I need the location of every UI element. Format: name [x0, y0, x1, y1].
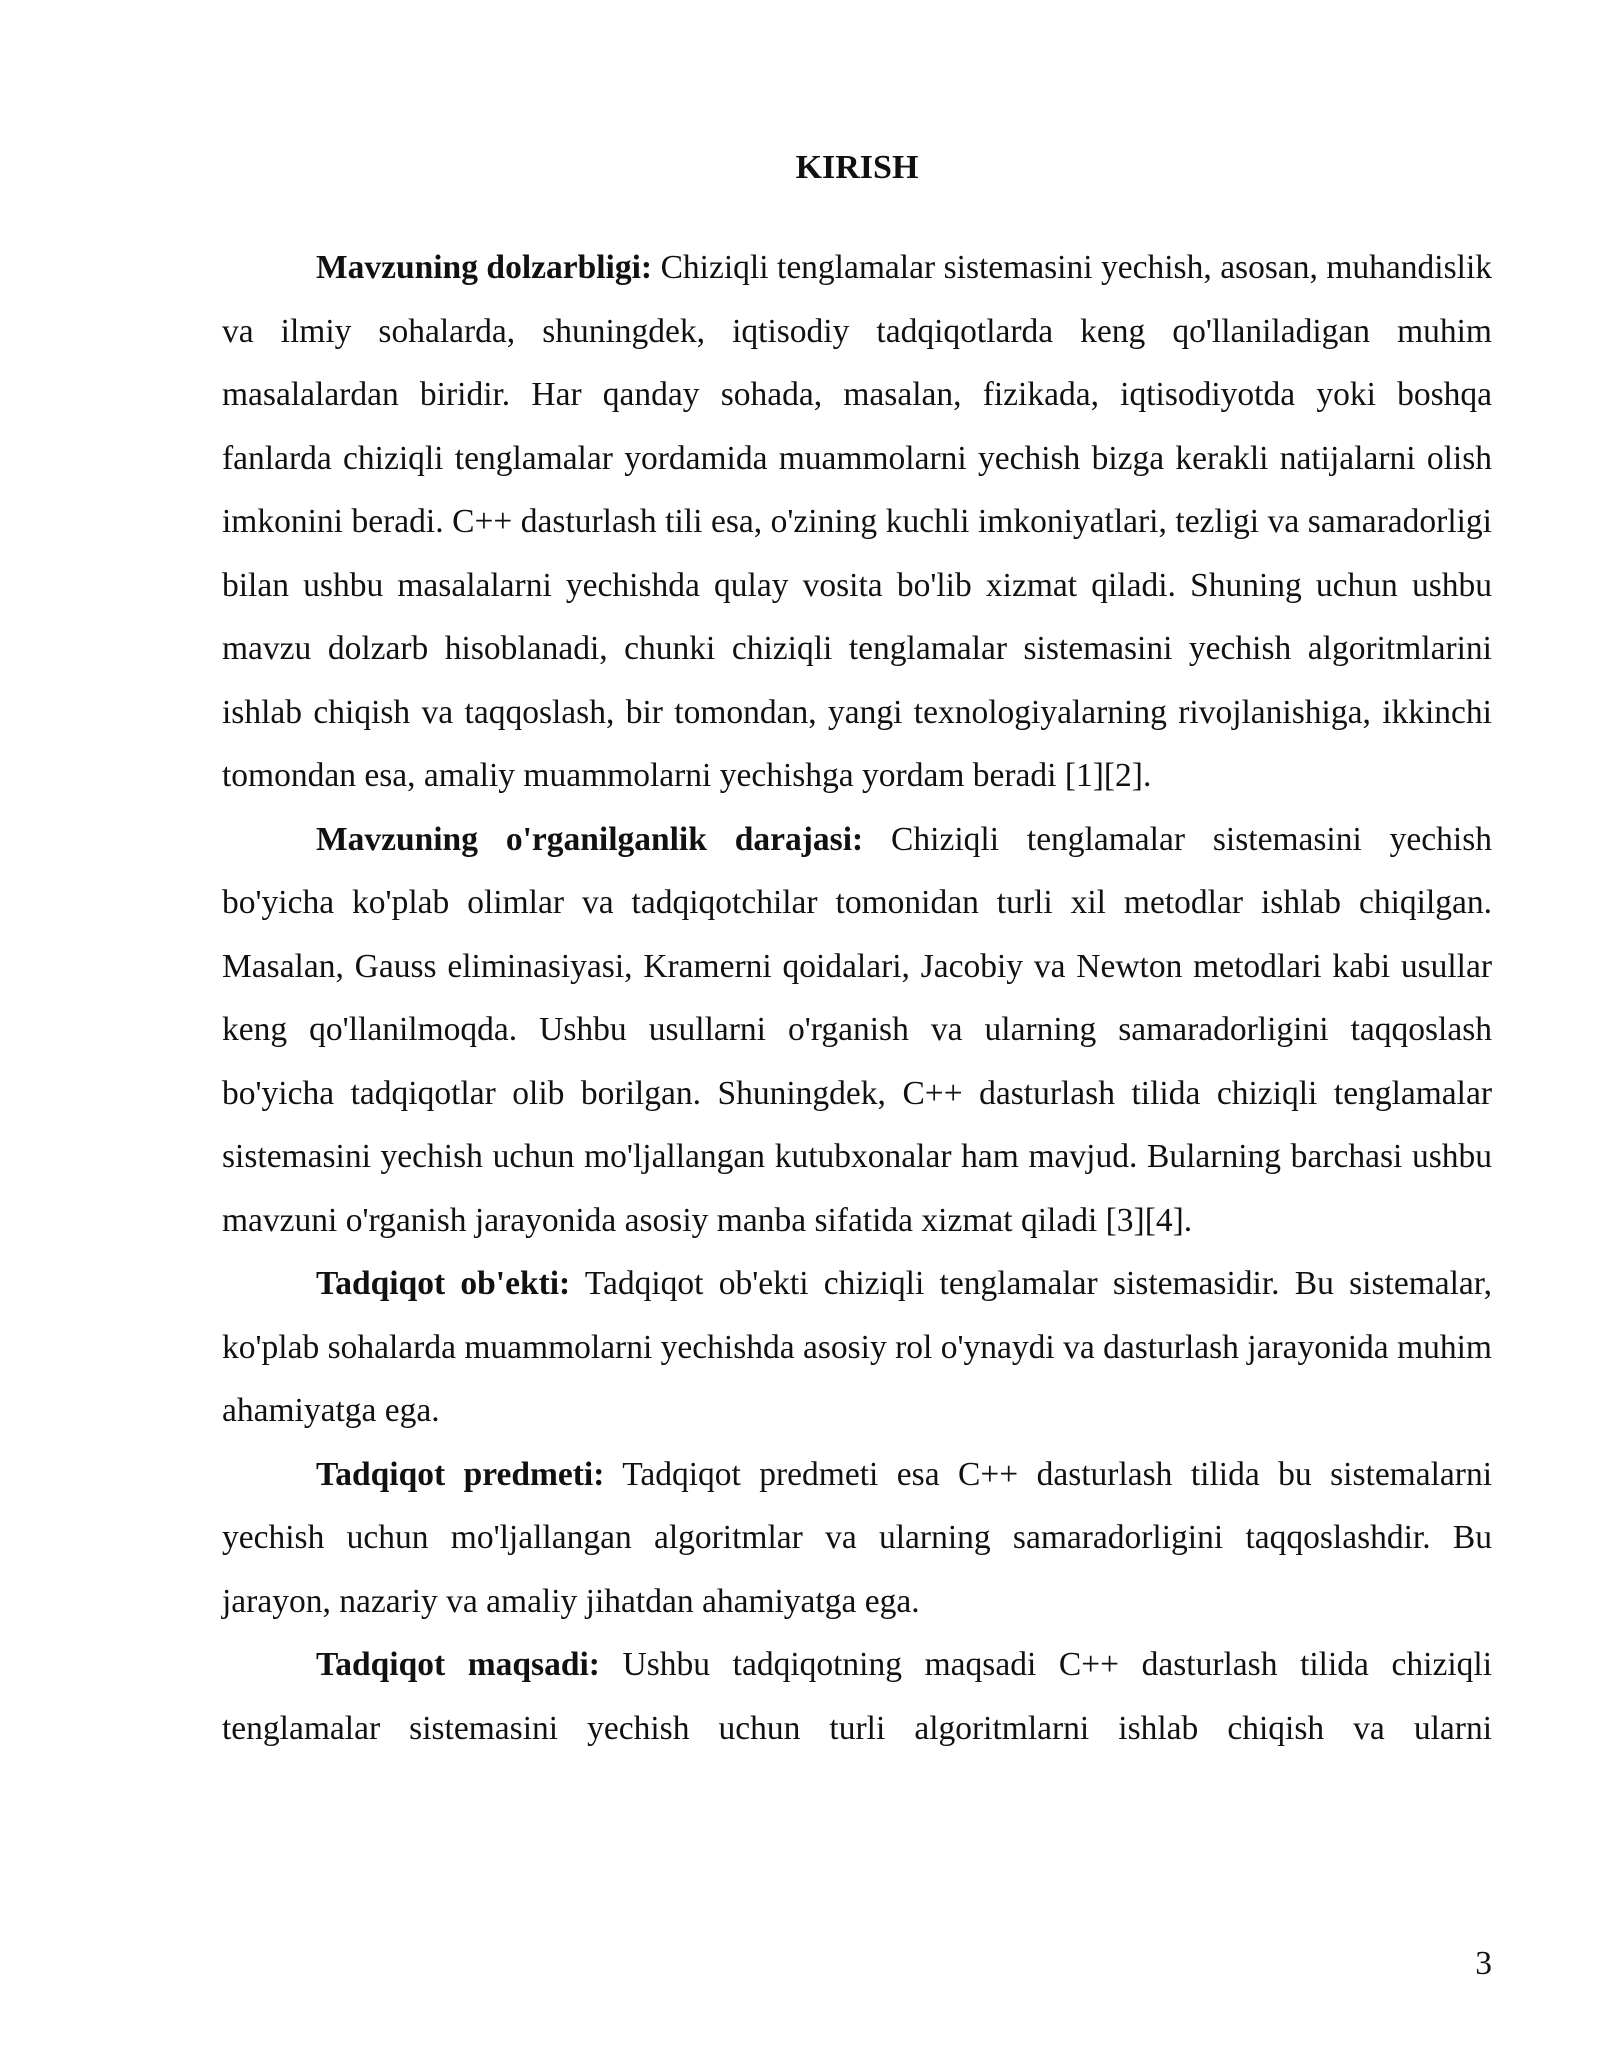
paragraph-lead: Mavzuning o'rganilganlik darajasi:: [316, 820, 864, 858]
paragraph-lead: Tadqiqot maqsadi:: [316, 1646, 600, 1683]
paragraph-obekti: [222, 1252, 1492, 1443]
paragraph-predmeti: [222, 1443, 1492, 1634]
page-number: 3: [1475, 1945, 1492, 1982]
paragraph-lead: Mavzuning dolzarbligi:: [316, 249, 653, 286]
page-title: KIRISH: [795, 149, 919, 186]
paragraph-text: Tadqiqot predmeti esa C++ dasturlash tilida bu sistemalarni yechish uchun mo'ljallangan algoritmlar va ularning samaradorligini taqqoslashdir. Bu jarayon, nazariy va amaliy jihatdan ahamiyatga ega.: [222, 1455, 1492, 1620]
paragraph-lead: Tadqiqot ob'ekti:: [316, 1265, 571, 1302]
paragraph-lead: Tadqiqot predmeti:: [316, 1455, 605, 1493]
paragraph-maqsadi: [222, 1633, 1492, 1760]
document-body: [222, 236, 1492, 1760]
paragraph-text: Chiziqli tenglamalar sistemasini yechish, asosan, muhandislik va ilmiy sohalarda, shuningdek, iqtisodiy tadqiqotlarda keng qo'llaniladigan muhim masalalardan biridir. Har qanday sohada, masalan, fizikada, iqtisodiyotda yoki boshqa fanlarda chiziqli tenglamalar yordamida muammolarni yechish bizga kerakli natijalarni olish imkonini beradi. C++ dasturlash tili esa, o'zining kuchli imkoniyatlari, tezligi va samaradorligi bilan ushbu masalalarni yechishda qulay vosita bo'lib xizmat qiladi. Shuning uchun ushbu mavzu dolzarb hisoblanadi, chunki chiziqli tenglamalar sistemasini yechish algoritmlarini ishlab chiqish va taqqoslash, bir tomondan, yangi texnologiyalarning rivojlanishiga, ikkinchi tomondan esa, amaliy muammolarni yechishga yordam beradi [1][2].: [222, 249, 1493, 794]
paragraph-organilganlik: [222, 808, 1492, 1253]
paragraph-dolzarbligi: [222, 236, 1492, 808]
paragraph-text: Tadqiqot ob'ekti chiziqli tenglamalar sistemasidir. Bu sistemalar, ko'plab sohalarda muammolarni yechishda asosiy rol o'ynaydi va dasturlash jarayonida muhim ahamiyatga ega.: [222, 1265, 1492, 1429]
paragraph-text: Chiziqli tenglamalar sistemasini yechish bo'yicha ko'plab olimlar va tadqiqotchilar tomonidan turli xil metodlar ishlab chiqilgan. Masalan, Gauss eliminasiyasi, Kramerni qoidalari, Jacobiy va Newton metodlari kabi usullar keng qo'llanilmoqda. Ushbu usullarni o'rganish va ularning samaradorligini taqqoslash bo'yicha tadqiqotlar olib borilgan. Shuningdek, C++ dasturlash tilida chiziqli tenglamalar sistemasini yechish uchun mo'ljallangan kutubxonalar ham mavjud. Bularning barchasi ushbu mavzuni o'rganish jarayonida asosiy manba sifatida xizmat qiladi [3][4].: [222, 820, 1492, 1239]
paragraph-text: Ushbu tadqiqotning maqsadi C++ dasturlash tilida chiziqli tenglamalar sistemasini yechish uchun turli algoritmlarni ishlab chiqish va ularni: [222, 1646, 1493, 1747]
